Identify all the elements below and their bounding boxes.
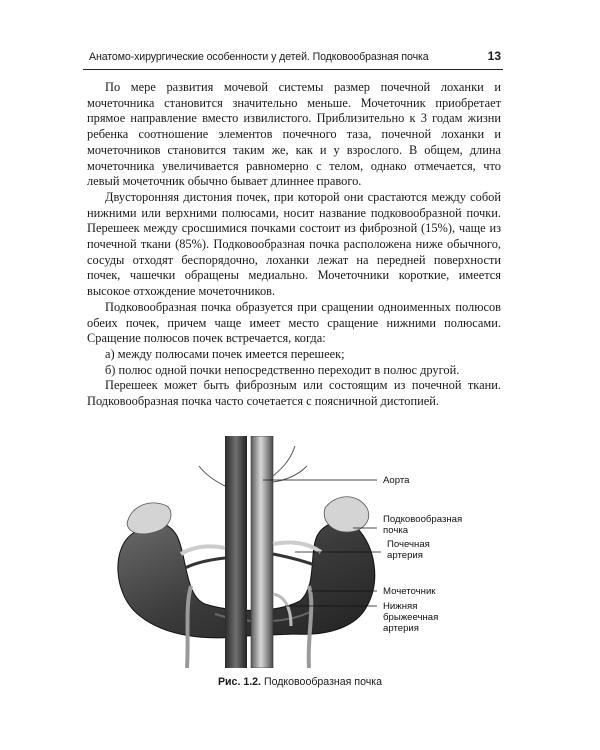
running-header bbox=[83, 47, 503, 70]
label-kidney-1: Подковообразная bbox=[383, 514, 463, 525]
aorta bbox=[251, 436, 273, 668]
label-ureter: Мочеточник bbox=[383, 586, 436, 597]
label-kidney-2: почка bbox=[383, 525, 409, 536]
horseshoe-kidney-figure bbox=[95, 436, 475, 668]
label-artery-2: артерия bbox=[387, 550, 423, 561]
label-aorta: Аорта bbox=[383, 475, 410, 486]
paragraph: По мере развития мочевой системы размер почечной лоханки и мочеточника становится значительно меньше. Мочеточник приобретает прямое направление вместо извилистого. Приблизительно к 3 годам жизни ребенка соотношение элементов почечного таза, почечной лоханки и мочеточников становится таким же, как и у взрослого. В общем, длина мочеточника увеличивается равномерно с телом, однако отмечается, что левый мочеточник обычно бывает длиннее правого. bbox=[87, 80, 501, 189]
label-mesenteric-2: брыжеечная bbox=[383, 612, 439, 623]
vena-cava bbox=[225, 436, 247, 668]
label-mesenteric-3: артерия bbox=[383, 623, 419, 634]
caption-text: Подковообразная почка bbox=[263, 676, 383, 688]
figure-caption bbox=[0, 676, 600, 688]
label-artery-1: Почечная bbox=[387, 539, 430, 550]
paragraph: Перешеек может быть фиброзным или состоящим из почечной ткани. Подковообразная почка часто сочетается с поясничной дистопией. bbox=[87, 378, 501, 409]
body-text bbox=[87, 80, 501, 410]
header-title: Анатомо-хирургические особенности у детей. Подковообразная почка bbox=[89, 51, 429, 63]
list-item: б) полюс одной почки непосредственно переходит в полюс другой. bbox=[105, 362, 460, 377]
page-number: 13 bbox=[487, 49, 501, 63]
paragraph: Подковообразная почка образуется при сращении одноименных полюсов обеих почек, причем чаще имеет место сращение нижними полюсами. Сращение полюсов почек встречается, когда: bbox=[87, 299, 501, 346]
label-mesenteric-1: Нижняя bbox=[383, 601, 418, 612]
list-item: а) между полюсами почек имеется перешеек; bbox=[105, 346, 345, 361]
paragraph: Двусторонняя дистония почек, при которой они срастаются между собой нижними или верхними полюсами, носит название подковообразной почки. Перешеек между сросшимися почками состоит из фиброзной (15%), чаще из почечной ткани (85%). Подковообразная почка расположена ниже обычного, сосуды отходят беспорядочно, лоханки лежат на передней поверхности почек, чашечки обращены медиально. Мочеточники короткие, имеется высокое отхождение мочеточников. bbox=[87, 189, 501, 299]
caption-number: Рис. 1.2. bbox=[217, 676, 261, 688]
